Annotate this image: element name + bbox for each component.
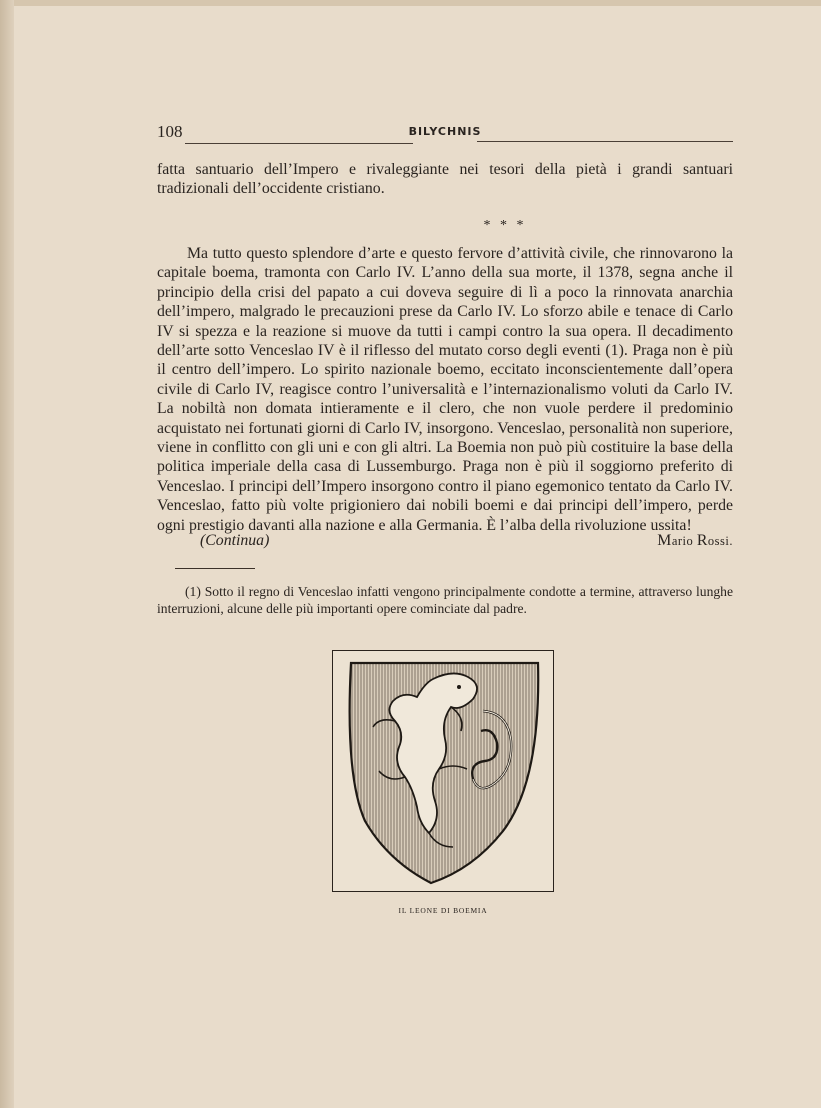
author-signature (657, 532, 733, 550)
head-rule-left (185, 143, 413, 144)
head-rule-right (477, 141, 733, 142)
footnote: (1) Sotto il regno di Venceslao infatti vengono principalmente condotte a termine, attraverso lunghe interruzioni, alcune delle più importanti opere cominciate dal padre. (157, 584, 733, 616)
author-rest-m: ario (671, 534, 697, 548)
paragraph-continuation: fatta santuario dell’Impero e rivaleggiante nei tesori della pietà i grandi santuari tradizionali dell’occidente cristiano. (157, 161, 733, 198)
author-initial-r: R (696, 532, 708, 549)
page-number: 108 (157, 122, 183, 141)
running-head (157, 120, 733, 146)
paragraph-main: Ma tutto questo splendore d’arte e questo fervore d’attività civile, che rinnovarono la capitale boema, tramonta con Carlo IV. L’anno della sua morte, il 1378, segna anche il principio della crisi del papato a cui doveva seguire di lì a poco la rinnovata anarchia dell’impero, malgrado le precauzioni prese da Carlo IV. Lo sforzo abile e tenace di Carlo IV si spezza e la reazione si muove da tutti i campi contro la sua opera. Il decadimento dell’arte sotto Venceslao IV è il riflesso del mutato corso degli eventi (1). Praga non è più il centro dell’impero. Lo spirito nazionale boemo, eccitato inconscientemente dall’opera civile di Carlo IV, reagisce contro l’universalità e l’internazionalismo voluti da Carlo IV. La nobiltà non domata intieramente e il clero, che non vuole perdere il predominio acquistato nei fortunati giorni di Carlo IV, insorgono. Venceslao, personalità non superiore, viene in conflitto con gli uni e con gli altri. La Boemia non può più costituire la base della politica imperiale della casa di Lussemburgo. Praga non è più il soggiorno preferito di Venceslao. I principi dell’Impero insorgono contro il piano egemonico tentato da Carlo IV. Venceslao, fatto più volte prigioniero dai nobili boemi e dai principi dell’impero, perde ogni prestigio davanti alla nazione e alla Germania. È l’alba della rivoluzione ussita! (157, 245, 733, 534)
figure-frame (332, 650, 554, 892)
author-initial-m: M (657, 532, 672, 549)
footnote-rule (175, 568, 255, 569)
author-rest-r: ossi. (707, 534, 733, 548)
running-title: BILYCHNIS (408, 125, 482, 138)
figure-caption: IL LEONE DI BOEMIA (398, 906, 488, 915)
page-binding-edge (0, 0, 14, 1108)
continua-text: (Continua) (200, 532, 270, 549)
page-top-edge (0, 0, 821, 6)
bohemian-lion-shield-icon (333, 651, 555, 893)
section-asterism: * * * (483, 218, 527, 233)
continua-note (200, 532, 269, 550)
